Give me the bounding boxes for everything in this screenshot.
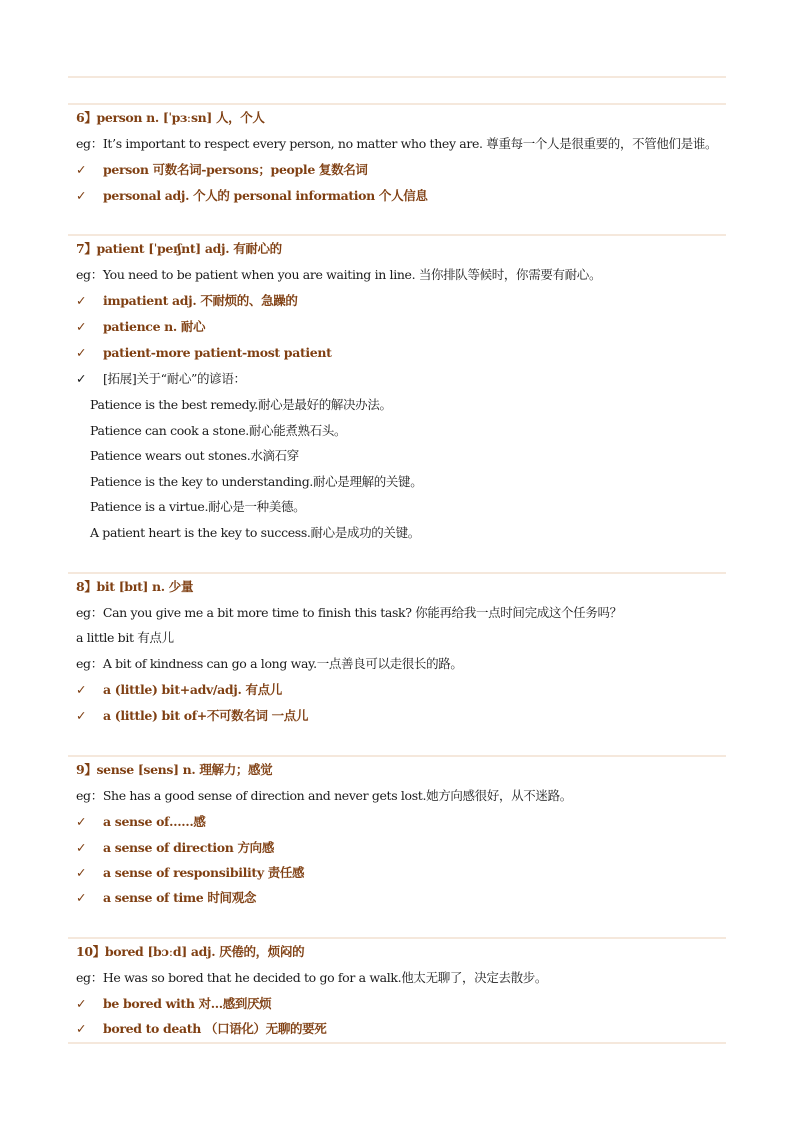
divider [68, 937, 726, 939]
checkmark-icon: ✓ [76, 865, 87, 880]
usage-item: ✓ a sense of time 时间观念 [76, 890, 256, 905]
checkmark-icon: ✓ [76, 345, 87, 360]
checkmark-icon: ✓ [76, 682, 87, 697]
divider [68, 1042, 726, 1044]
divider [68, 572, 726, 574]
example-sentence: eg：You need to be patient when you are waiting in line. 当你排队等候时，你需要有耐心。 [76, 267, 602, 282]
entry-headword: 8】bit [bɪt] n. 少量 [76, 579, 194, 594]
proverb: Patience wears out stones.水滴石穿 [90, 448, 299, 463]
example-sentence: eg：A bit of kindness can go a long way.一点善良可以走很长的路。 [76, 656, 463, 671]
checkmark-icon: ✓ [76, 890, 87, 905]
checkmark-icon: ✓ [76, 1021, 87, 1036]
proverb: Patience is the best remedy.耐心是最好的解决办法。 [90, 397, 392, 412]
proverb: Patience is a virtue.耐心是一种美德。 [90, 499, 306, 514]
usage-item: ✓ a (little) bit of+不可数名词 一点儿 [76, 708, 309, 723]
usage-item: ✓ bored to death （口语化）无聊的要死 [76, 1021, 327, 1036]
usage-item: ✓ patience n. 耐心 [76, 319, 206, 334]
example-sentence: eg：She has a good sense of direction and never gets lost.她方向感很好，从不迷路。 [76, 788, 572, 803]
checkmark-icon: ✓ [76, 162, 87, 177]
usage-item: ✓ impatient adj. 不耐烦的、急躁的 [76, 293, 298, 308]
divider [68, 755, 726, 757]
proverb: Patience is the key to understanding.耐心是理解的关键。 [90, 474, 423, 489]
extension-heading: ✓ [拓展]关于“耐心”的谚语： [76, 371, 246, 386]
entry-headword: 6】person n. [ˈpɜːsn] 人，个人 [76, 110, 265, 125]
proverb: A patient heart is the key to success.耐心是成功的关键。 [90, 525, 420, 540]
checkmark-icon: ✓ [76, 840, 87, 855]
divider [68, 76, 726, 78]
entry-headword: 10】bored [bɔːd] adj. 厌倦的，烦闷的 [76, 944, 305, 959]
usage-item: ✓ personal adj. 个人的 personal information 个人信息 [76, 188, 428, 203]
checkmark-icon: ✓ [76, 996, 87, 1011]
divider [68, 103, 726, 105]
divider [68, 234, 726, 236]
entry-headword: 9】sense [sens] n. 理解力；感觉 [76, 762, 273, 777]
usage-note: a little bit 有点儿 [76, 630, 174, 645]
usage-item: ✓ be bored with 对...感到厌烦 [76, 996, 272, 1011]
usage-item: ✓ a sense of direction 方向感 [76, 840, 274, 855]
usage-item: ✓ a sense of responsibility 责任感 [76, 865, 305, 880]
usage-item: ✓ a sense of……感 [76, 814, 206, 829]
example-sentence: eg：Can you give me a bit more time to finish this task? 你能再给我一点时间完成这个任务吗？ [76, 605, 622, 620]
example-sentence: eg：He was so bored that he decided to go for a walk.他太无聊了，决定去散步。 [76, 970, 548, 985]
checkmark-icon: ✓ [76, 293, 87, 308]
checkmark-icon: ✓ [76, 371, 87, 386]
entry-headword: 7】patient [ˈpeɪʃnt] adj. 有耐心的 [76, 241, 282, 256]
usage-item: ✓ a (little) bit+adv/adj. 有点儿 [76, 682, 282, 697]
proverb: Patience can cook a stone.耐心能煮熟石头。 [90, 423, 347, 438]
checkmark-icon: ✓ [76, 188, 87, 203]
example-sentence: eg：It’s important to respect every person, no matter who they are. 尊重每一个人是很重要的，不管他们是谁。 [76, 136, 718, 151]
usage-item: ✓ patient-more patient-most patient [76, 345, 332, 360]
checkmark-icon: ✓ [76, 319, 87, 334]
usage-item: ✓ person 可数名词-persons；people 复数名词 [76, 162, 368, 177]
checkmark-icon: ✓ [76, 814, 87, 829]
checkmark-icon: ✓ [76, 708, 87, 723]
